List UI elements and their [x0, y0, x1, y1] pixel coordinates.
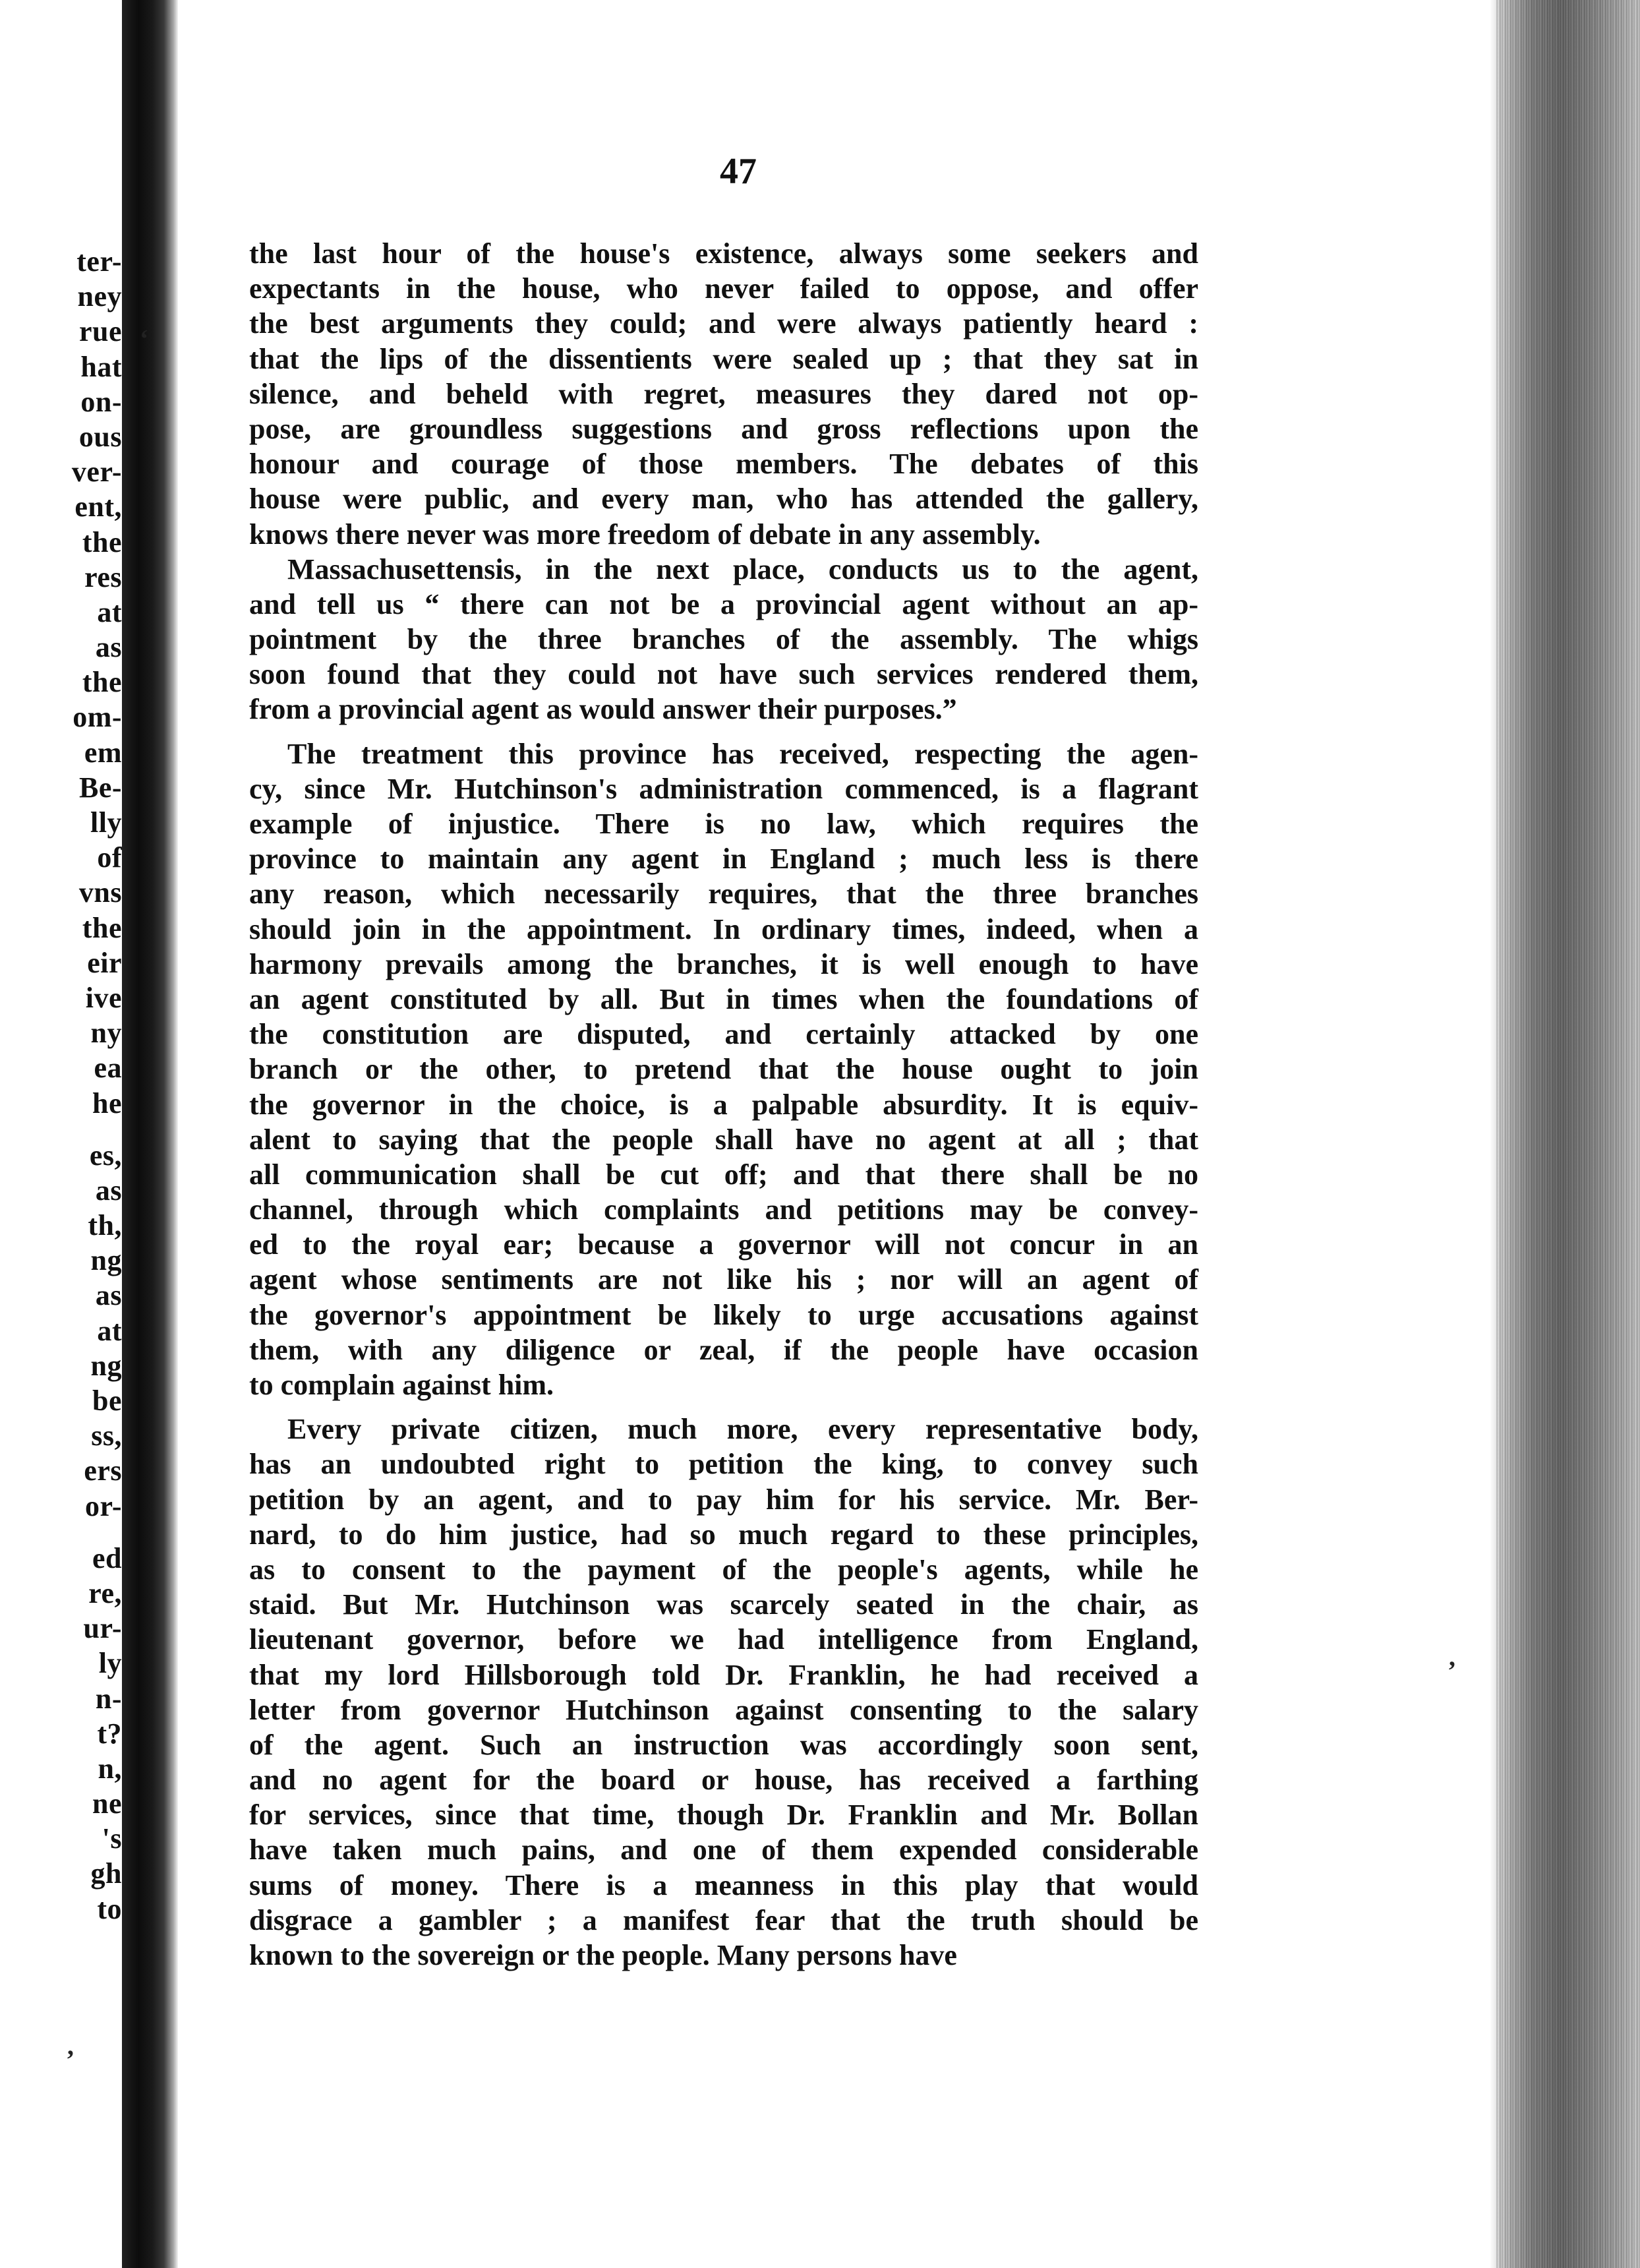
text-line: petition by an agent, and to pay him for his service. Mr. Ber-	[249, 1483, 1198, 1516]
text-line: that the lips of the dissentients were sealed up ; that they sat in	[249, 342, 1198, 375]
facing-page-line: at	[97, 595, 122, 628]
facing-page-line: ent,	[74, 491, 122, 523]
book-gutter	[122, 0, 178, 2268]
facing-page-line: hat	[80, 350, 122, 383]
text-line: and no agent for the board or house, has received a farthing	[249, 1764, 1198, 1797]
paragraph	[249, 736, 1198, 1403]
paragraph-gap	[249, 1402, 1198, 1412]
text-line: as to consent to the payment of the people's agents, while he	[249, 1553, 1198, 1586]
text-line: cy, since Mr. Hutchinson's administration commenced, is a flagrant	[249, 772, 1198, 805]
facing-page-line: as	[95, 1279, 122, 1312]
text-line: The treatment this province has received, respecting the agen-	[287, 737, 1198, 770]
text-line: the governor in the choice, is a palpable absurdity. It is equiv-	[249, 1088, 1198, 1121]
text-line: lieutenant governor, before we had intelligence from England,	[249, 1623, 1198, 1656]
text-line: the best arguments they could; and were always patiently heard :	[249, 307, 1198, 340]
facing-page-line: ed	[92, 1541, 122, 1574]
text-line: of the agent. Such an instruction was accordingly soon sent,	[249, 1728, 1198, 1761]
facing-page-line: ney	[77, 280, 122, 313]
facing-page-line: res	[84, 560, 122, 593]
facing-page-line: Be-	[78, 771, 122, 804]
facing-page-line: ly	[98, 1647, 122, 1680]
text-line: channel, through which complaints and petitions may be convey-	[249, 1193, 1198, 1226]
book-fore-edge	[1496, 0, 1640, 2268]
facing-page-line	[0, 1524, 122, 1541]
text-line: house were public, and every man, who has attended the gallery,	[249, 483, 1198, 516]
text-line: pose, are groundless suggestions and gross reflections upon the	[249, 412, 1198, 445]
text-line: ed to the royal ear; because a governor will not concur in an	[249, 1228, 1198, 1261]
text-line: the constitution are disputed, and certainly attacked by one	[249, 1018, 1198, 1051]
text-line: knows there never was more freedom of debate in any assembly.	[249, 518, 1041, 551]
text-line: branch or the other, to pretend that the house ought to join	[249, 1053, 1198, 1086]
facing-page-line: n-	[95, 1682, 122, 1715]
text-line: harmony prevails among the branches, it is well enough to have	[249, 947, 1198, 980]
text-line: from a provincial agent as would answer their purposes.”	[249, 693, 957, 726]
facing-page	[0, 0, 122, 2268]
text-line: to complain against him.	[249, 1369, 554, 1401]
facing-page-line: ter-	[76, 245, 122, 278]
facing-page-line: at	[97, 1314, 122, 1347]
facing-page-line: ous	[78, 420, 122, 453]
text-line: has an undoubted right to petition the king, to convey such	[249, 1448, 1198, 1481]
text-line: any reason, which necessarily requires, that the three branches	[249, 878, 1198, 910]
text-line: example of injustice. There is no law, which requires the	[249, 808, 1198, 840]
text-line: soon found that they could not have such services rendered them,	[249, 658, 1198, 691]
facing-page-line: ng	[90, 1349, 122, 1382]
paragraph	[249, 552, 1198, 727]
text-line: sums of money. There is a meanness in this play that would	[249, 1868, 1198, 1901]
facing-page-line: to	[97, 1892, 122, 1925]
text-line: alent to saying that the people shall have no agent at all ; that	[249, 1123, 1198, 1156]
facing-page-fragments	[0, 244, 122, 1926]
text-line: all communication shall be cut off; and that there shall be no	[249, 1158, 1198, 1191]
text-line: should join in the appointment. In ordinary times, indeed, when a	[249, 912, 1198, 945]
text-line: disgrace a gambler ; a manifest fear that the truth should be	[249, 1903, 1198, 1936]
facing-page-line: n,	[98, 1752, 122, 1785]
facing-page-line: gh	[90, 1857, 122, 1890]
facing-page-line: ny	[90, 1017, 122, 1050]
facing-page-line: as	[95, 631, 122, 664]
text-line: province to maintain any agent in England ; much less is there	[249, 843, 1198, 876]
facing-page-line: ive	[85, 981, 122, 1014]
paragraph	[249, 236, 1198, 552]
facing-page-line: 's	[102, 1822, 122, 1855]
facing-page-line: om-	[73, 701, 122, 734]
text-line: Massachusettensis, in the next place, conducts us to the agent,	[287, 552, 1198, 585]
text-line: and tell us “ there can not be a provincial agent without an ap-	[249, 587, 1198, 620]
facing-page-line: as	[95, 1174, 122, 1207]
text-line: agent whose sentiments are not like his ; nor will an agent of	[249, 1263, 1198, 1296]
text-line: silence, and beheld with regret, measures they dared not op-	[249, 377, 1198, 410]
margin-mark: ’	[1448, 1656, 1457, 1685]
body-text	[249, 236, 1198, 1973]
facing-page-line: be	[92, 1385, 122, 1417]
facing-page-line: ss,	[91, 1419, 122, 1452]
text-line: nard, to do him justice, had so much regard to these principles,	[249, 1518, 1198, 1551]
facing-page-line: ng	[90, 1244, 122, 1277]
margin-mark: ’	[66, 2044, 75, 2074]
facing-page-line: he	[92, 1087, 122, 1119]
page-number: 47	[720, 151, 757, 192]
facing-page-line: the	[82, 525, 122, 558]
margin-mark: ‘	[140, 324, 149, 353]
facing-page-line: vns	[78, 876, 122, 909]
text-line: that my lord Hillsborough told Dr. Franklin, he had received a	[249, 1658, 1198, 1691]
paragraph	[249, 1412, 1198, 1973]
text-line: have taken much pains, and one of them expended considerable	[249, 1834, 1198, 1866]
facing-page-line: the	[82, 911, 122, 944]
text-line: staid. But Mr. Hutchinson was scarcely seated in the chair, as	[249, 1588, 1198, 1621]
facing-page-line: lly	[90, 806, 122, 839]
paragraph-gap	[249, 727, 1198, 736]
text-line: an agent constituted by all. But in times when the foundations of	[249, 982, 1198, 1015]
text-line: the last hour of the house's existence, always some seekers and	[249, 237, 1198, 270]
text-line: them, with any diligence or zeal, if the people have occasion	[249, 1333, 1198, 1366]
facing-page-line: re,	[88, 1576, 122, 1609]
facing-page-line: ne	[92, 1787, 122, 1820]
facing-page-line: or-	[84, 1489, 122, 1522]
text-line: pointment by the three branches of the assembly. The whigs	[249, 623, 1198, 656]
facing-page-line: of	[97, 841, 122, 874]
facing-page-line: t?	[97, 1717, 122, 1750]
text-line: the governor's appointment be likely to urge accusations against	[249, 1298, 1198, 1331]
facing-page-line: em	[84, 736, 122, 769]
facing-page-line: ur-	[83, 1612, 122, 1645]
text-line: for services, since that time, though Dr. Franklin and Mr. Bollan	[249, 1799, 1198, 1832]
facing-page-line: ea	[94, 1052, 122, 1085]
facing-page-line: on-	[80, 385, 122, 418]
facing-page-line: ers	[84, 1454, 122, 1487]
facing-page-line	[0, 1121, 122, 1138]
facing-page-line: the	[82, 666, 122, 699]
text-line: honour and courage of those members. The debates of this	[249, 448, 1198, 481]
text-line: known to the sovereign or the people. Many persons have	[249, 1939, 957, 1971]
facing-page-line: eir	[87, 946, 122, 979]
facing-page-line: es,	[89, 1139, 122, 1172]
text-line: letter from governor Hutchinson against consenting to the salary	[249, 1693, 1198, 1726]
text-line: Every private citizen, much more, every representative body,	[287, 1413, 1198, 1446]
facing-page-line: ver-	[71, 456, 122, 489]
text-line: expectants in the house, who never failed to oppose, and offer	[249, 272, 1198, 305]
facing-page-line: rue	[78, 315, 122, 348]
facing-page-line: th,	[88, 1209, 122, 1242]
